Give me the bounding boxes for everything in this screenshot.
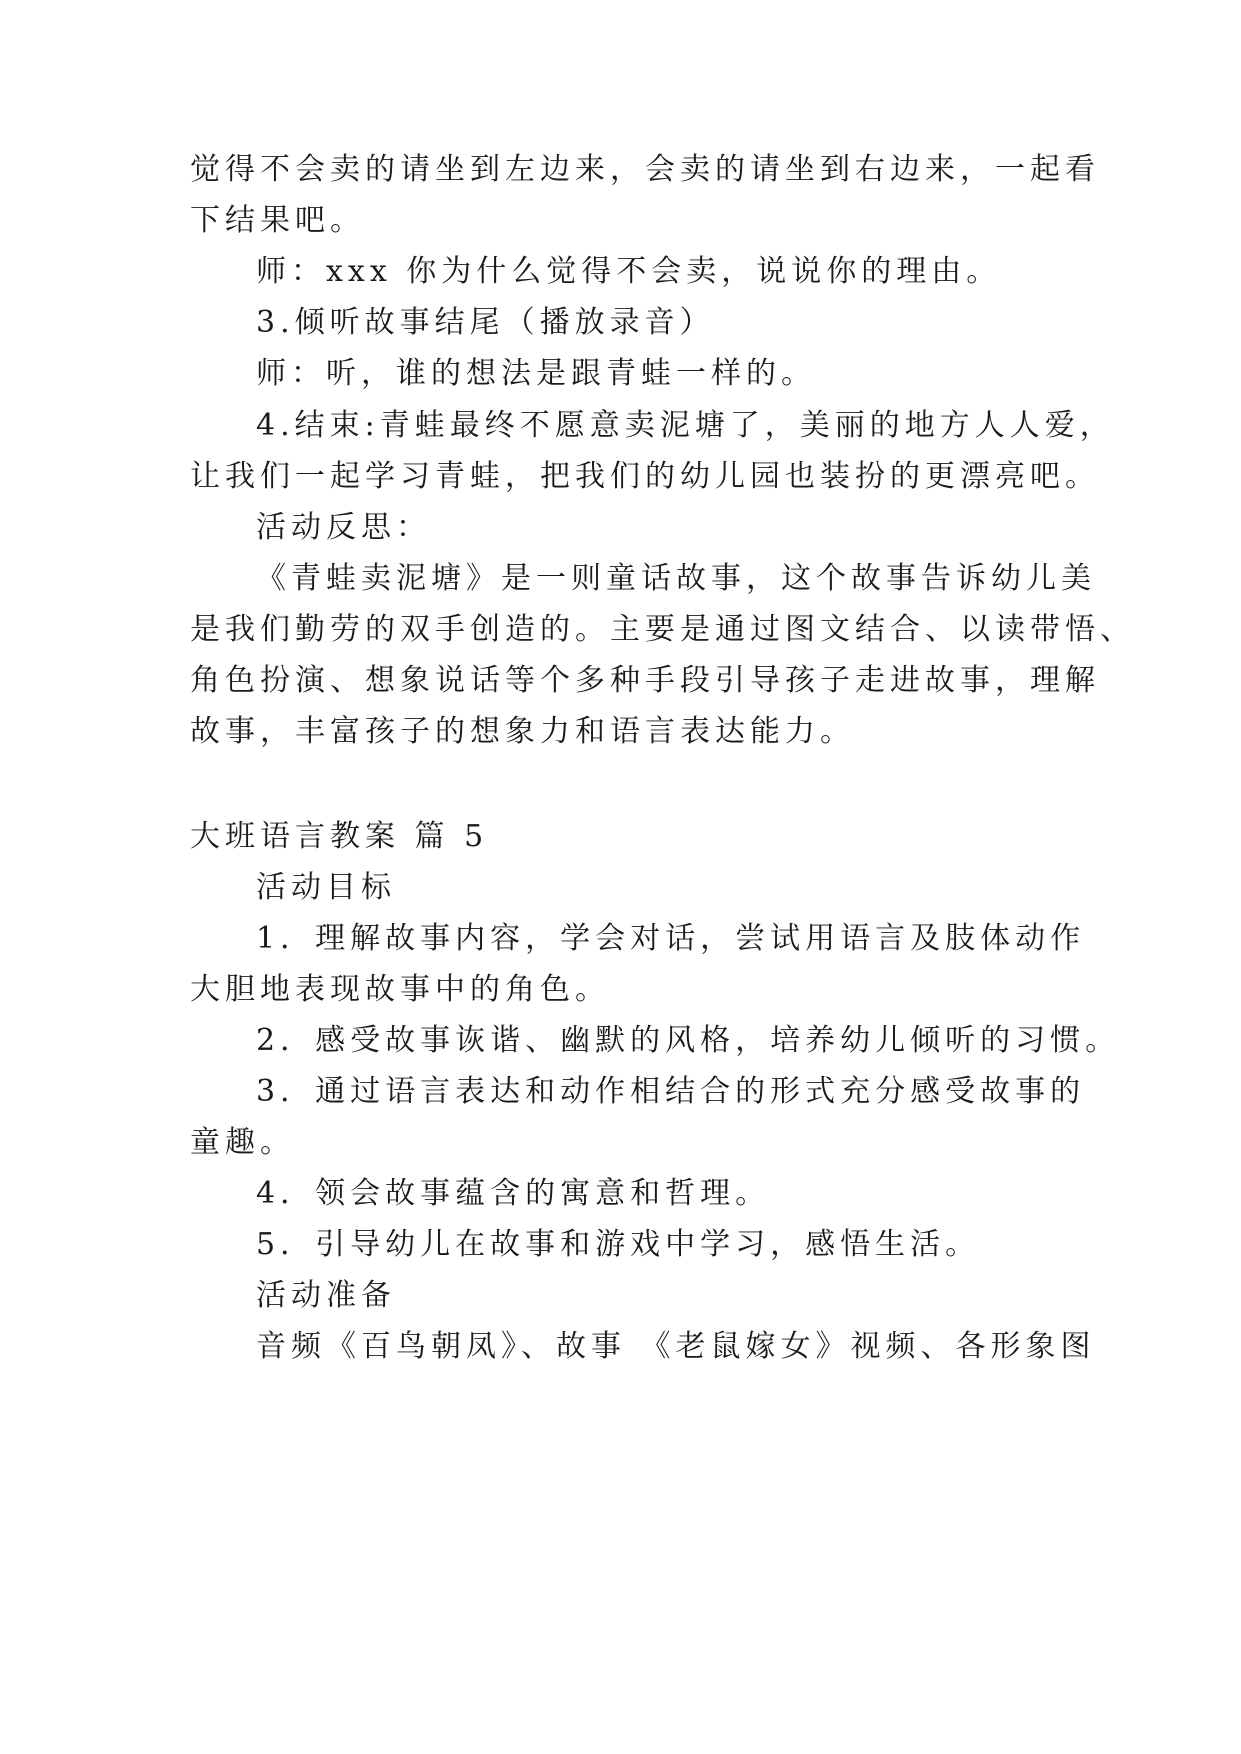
paragraph-line: 故事，丰富孩子的想象力和语言表达能力。: [190, 714, 855, 749]
section-label: 活动目标: [256, 870, 396, 905]
list-item: 4．领会故事蕴含的寓意和哲理。: [256, 1176, 771, 1211]
list-item: 3．通过语言表达和动作相结合的形式充分感受故事的: [256, 1074, 1086, 1109]
list-item: 5．引导幼儿在故事和游戏中学习，感悟生活。: [256, 1227, 981, 1262]
list-item: 1．理解故事内容，学会对话，尝试用语言及肢体动作: [256, 921, 1086, 956]
paragraph-line: 大胆地表现故事中的角色。: [190, 972, 610, 1007]
section-label: 活动准备: [256, 1278, 396, 1313]
section-label: 活动反思：: [256, 510, 431, 545]
paragraph-line: 角色扮演、想象说话等个多种手段引导孩子走进故事，理解: [190, 663, 1100, 698]
paragraph-line: 《青蛙卖泥塘》是一则童话故事，这个故事告诉幼儿美: [256, 561, 1096, 596]
paragraph-line: 师：xxx 你为什么觉得不会卖，说说你的理由。: [256, 254, 1002, 289]
paragraph-line: 让我们一起学习青蛙，把我们的幼儿园也装扮的更漂亮吧。: [190, 459, 1100, 494]
paragraph-line: 师：听，谁的想法是跟青蛙一样的。: [256, 356, 816, 391]
section-heading: 大班语言教案 篇 5: [190, 819, 489, 854]
paragraph-line: 觉得不会卖的请坐到左边来，会卖的请坐到右边来，一起看: [190, 152, 1100, 187]
paragraph-line: 下结果吧。: [190, 203, 365, 238]
list-item: 2．感受故事诙谐、幽默的风格，培养幼儿倾听的习惯。: [256, 1023, 1121, 1058]
paragraph-line: 音频《百鸟朝凤》、故事 《老鼠嫁女》视频、各形象图: [256, 1329, 1096, 1364]
paragraph-line: 4.结束:青蛙最终不愿意卖泥塘了，美丽的地方人人爱，: [256, 408, 1115, 443]
paragraph-line: 童趣。: [190, 1125, 295, 1160]
paragraph-line: 3.倾听故事结尾（播放录音）: [256, 305, 715, 340]
paragraph-line: 是我们勤劳的双手创造的。主要是通过图文结合、以读带悟、: [190, 612, 1135, 647]
